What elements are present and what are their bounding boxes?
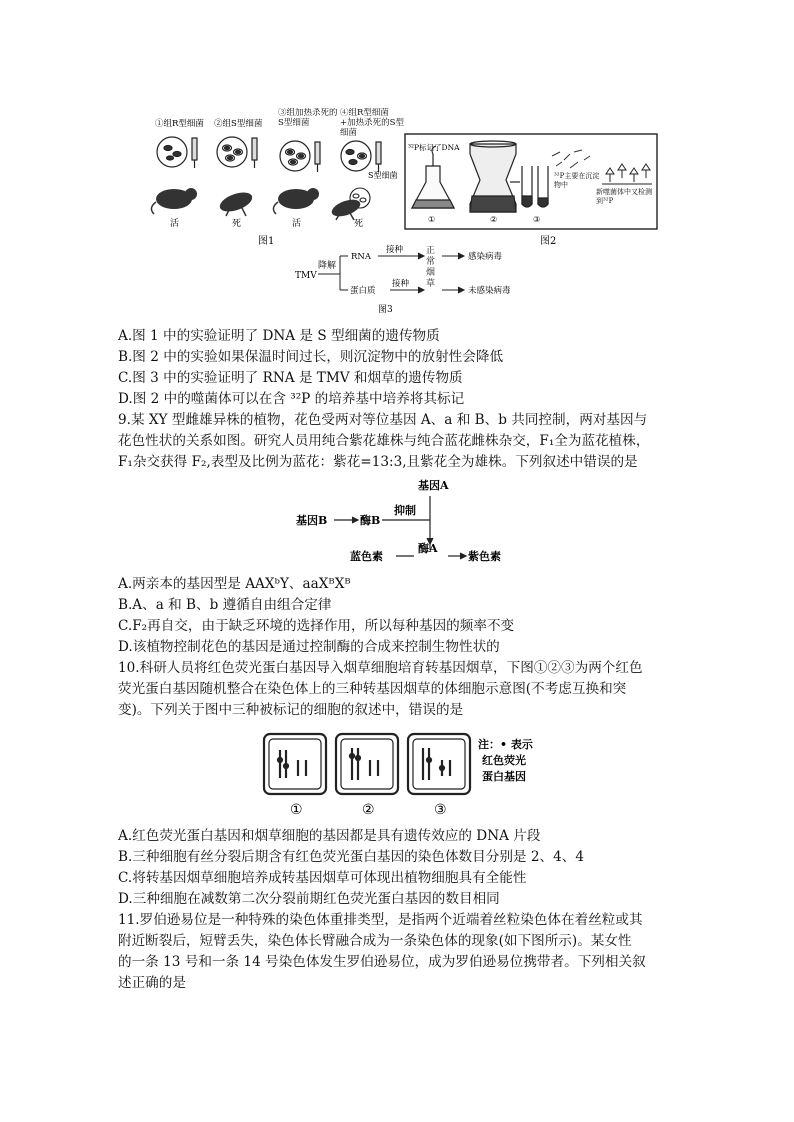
q10-option-a: A.红色荧光蛋白基因和烟草细胞的基因都是具有遗传效应的 DNA 片段 (118, 828, 541, 844)
q9-blue-pigment: 蓝色素 (350, 550, 383, 563)
q9-gene-a: 基因A (418, 479, 449, 492)
fig1-label-1: ①组R型细菌 (155, 119, 204, 129)
fig1-label-2: ②组S型细菌 (214, 119, 263, 129)
q10-option-c: C.将转基因烟草细胞培养成转基因烟草可体现出植物细胞具有全能性 (118, 870, 527, 886)
fig1-caption: 图1 (258, 236, 275, 247)
fig2-tube-large (470, 141, 516, 212)
cell-2-label: ② (362, 802, 375, 818)
mouse-4-outcome: 死 (354, 219, 364, 229)
cell-3-label: ③ (434, 802, 447, 818)
mouse-1-outcome: 活 (170, 219, 180, 229)
mouse-2 (217, 189, 254, 216)
fig2-tubes (510, 166, 548, 207)
q10-cell-diagram (258, 728, 548, 820)
q8-option-d: D.图 2 中的噬菌体可以在含 ³²P 的培养基中培养将其标记 (118, 391, 465, 407)
fig1-label-3: ③组加热杀死的S型细菌 (278, 108, 338, 128)
fig2-question-label: 新噬菌体中又检测到³²P (596, 188, 652, 205)
fig3-tobacco: 正常烟草 (426, 246, 436, 289)
fig1-s-type-label: S型细菌 (368, 171, 398, 180)
petri-dish-2 (217, 137, 257, 168)
fig3-diagram (318, 253, 464, 293)
fig2-step-2: ② (490, 215, 498, 224)
q9-enzyme-a: 酶A (418, 542, 438, 555)
mouse-3-outcome: 活 (292, 219, 302, 229)
fig3-infected: 感染病毒 (468, 252, 503, 262)
q9-purple-pigment: 紫色素 (468, 550, 501, 563)
figure-1-2-3-svg (150, 104, 662, 319)
q9-pathway-diagram (296, 476, 526, 568)
fig2-step-1: ① (428, 215, 436, 224)
fig2-caption: 图2 (540, 236, 557, 247)
q9-stem-line-2: 花色性状的关系如图。研究人员用纯合紫花雄株与纯合蓝花雌株杂交，F₁全为蓝花植株， (118, 433, 650, 449)
q10-stem-line-2: 荧光蛋白基因随机整合在染色体上的三种转基因烟草的体细胞示意图(不考虑互换和突 (118, 681, 627, 697)
q9-option-c: C.F₂再自交，由于缺乏环境的选择作用，所以每种基因的频率不变 (118, 618, 515, 634)
q9-gene-b: 基因B (296, 514, 328, 527)
q10-stem-line-1: 10.科研人员将红色荧光蛋白基因导入烟草细胞培育转基因烟草，下图①②③为两个红色 (118, 660, 643, 676)
petri-dish-1 (157, 137, 197, 168)
fig2-p32-label: ³²P标记了DNA (408, 143, 460, 152)
q9-stem-line-3: F₁杂交获得 F₂,表型及比例为蓝花：紫花=13:3,且紫花全为雄株。下列叙述中错误的是 (118, 454, 638, 470)
fig3-caption: 图3 (378, 305, 393, 315)
q9-enzyme-b: 酶B (360, 514, 381, 527)
mouse-1 (151, 188, 197, 214)
fig2-step-3: ③ (533, 215, 541, 224)
fig2-sediment-label: ³²P主要在沉淀物中 (554, 172, 600, 189)
q9-inhibit: 抑制 (394, 504, 416, 517)
fig3-tmv: TMV (295, 271, 317, 281)
q10-note-line-2: 红色荧光 (482, 754, 526, 767)
q11-stem-line-2: 附近断裂后，短臂丢失，染色体长臂融合成为一条染色体的现象(如下图所示)。某女性 (118, 933, 632, 949)
petri-dish-4 (341, 141, 381, 172)
mouse-3 (273, 188, 319, 214)
fig3-inoculate-1: 接种 (386, 245, 404, 255)
cell-3 (408, 734, 470, 794)
top-figure (150, 104, 662, 319)
mouse-4 (330, 196, 363, 220)
q10-option-b: B.三种细胞有丝分裂后期含有红色荧光蛋白基因的染色体数目分别是 2、4、4 (118, 849, 584, 865)
q8-option-c: C.图 3 中的实验证明了 RNA 是 TMV 和烟草的遗传物质 (118, 370, 463, 386)
fig2-phages (602, 164, 652, 184)
fig2-flask (412, 146, 454, 208)
cell-2 (336, 734, 398, 794)
fig3-degrade: 降解 (318, 261, 337, 271)
fig2-bacteria-sketch (552, 150, 590, 168)
q9-stem-line-1: 9.某 XY 型雌雄异株的植物，花色受两对等位基因 A、a 和 B、b 共同控制，两对基因与 (118, 412, 648, 428)
q11-stem-line-1: 11.罗伯逊易位是一种特殊的染色体重排类型，是指两个近端着丝粒染色体在着丝粒或其 (118, 912, 643, 928)
q8-option-a: A.图 1 中的实验证明了 DNA 是 S 型细菌的遗传物质 (118, 328, 440, 344)
q9-option-d: D.该植物控制花色的基因是通过控制酶的合成来控制生物性状的 (118, 639, 500, 655)
q11-stem-line-3: 的一条 13 号和一条 14 号染色体发生罗伯逊易位，成为罗伯逊易位携带者。下列相关叙 (118, 954, 646, 970)
q10-note-line-3: 蛋白基因 (482, 770, 526, 783)
cell-1 (264, 734, 326, 794)
fig3-rna: RNA (351, 252, 371, 262)
mouse-2-outcome: 死 (232, 219, 242, 229)
fig3-inoculate-2: 接种 (392, 279, 410, 289)
q10-option-d: D.三种细胞在减数第二次分裂前期红色荧光蛋白基因的数目相同 (118, 891, 500, 907)
q11-stem-line-4: 述正确的是 (118, 975, 186, 991)
fig1-label-4: ④组R型细菌+加热杀死的S型细菌 (340, 108, 404, 138)
fig3-uninfected: 未感染病毒 (468, 286, 511, 296)
petri-dish-3 (280, 141, 320, 172)
q10-stem-line-3: 变)。下列关于图中三种被标记的细胞的叙述中，错误的是 (118, 702, 464, 718)
q9-option-b: B.A、a 和 B、b 遵循自由组合定律 (118, 597, 332, 613)
q8-option-b: B.图 2 中的实验如果保温时间过长，则沉淀物中的放射性会降低 (118, 349, 504, 365)
q9-option-a: A.两亲本的基因型是 AAXᵇY、aaXᴮXᴮ (118, 576, 351, 592)
cell-1-label: ① (290, 802, 303, 818)
q10-note-line-1: 注：• 表示 (478, 738, 533, 751)
fig3-protein: 蛋白质 (350, 286, 376, 296)
